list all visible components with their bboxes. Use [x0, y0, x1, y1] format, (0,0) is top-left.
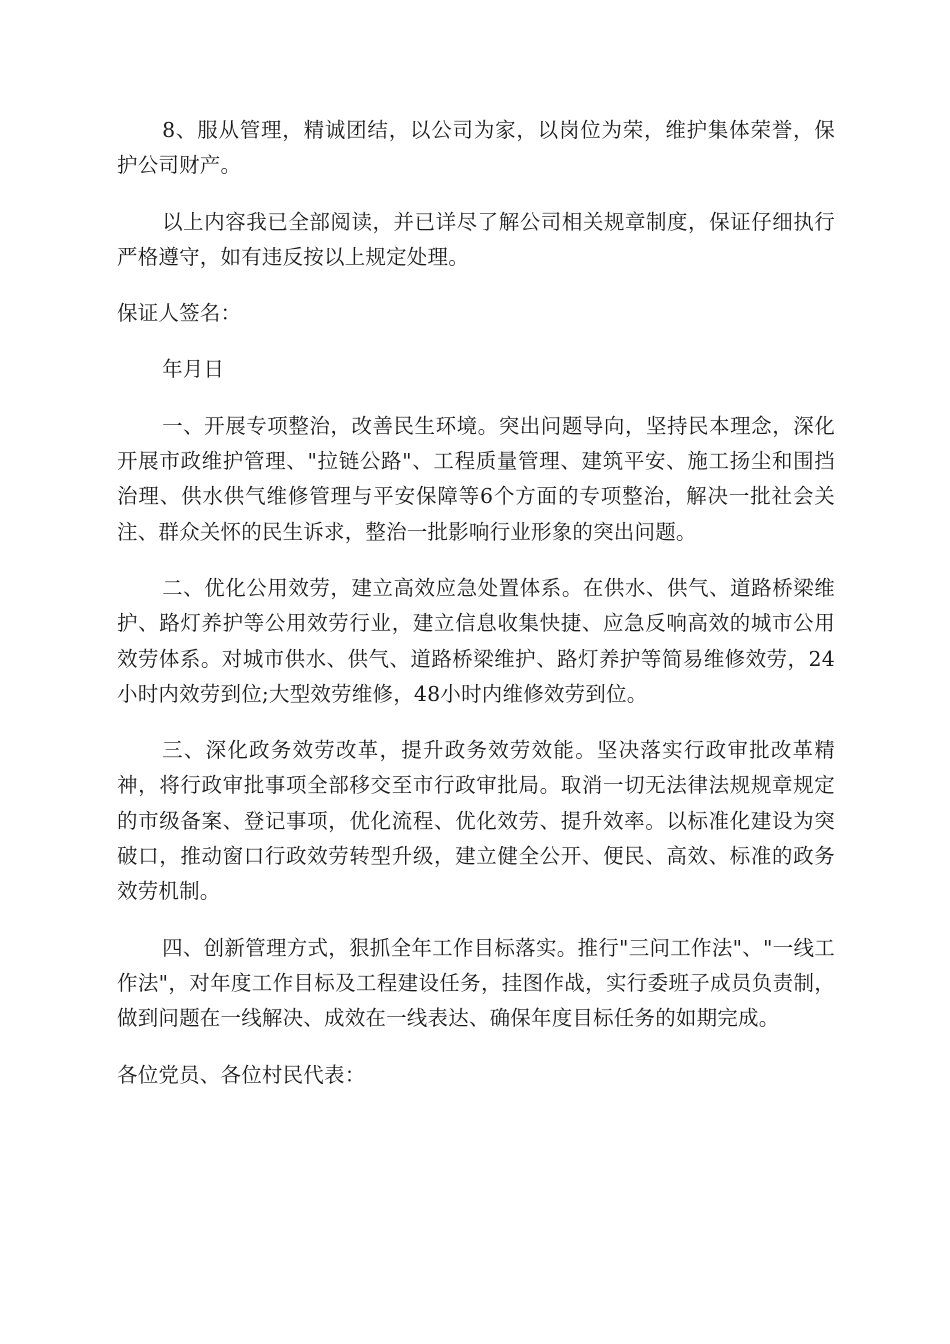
paragraph-section-4: 四、创新管理方式，狠抓全年工作目标落实。推行"三问工作法"、"一线工作法"，对年度工作目标及工程建设任务，挂图作战，实行委班子成员负责制，做到问题在一线解决、成效在一线表达、确保年度目标任务的如期完成。 — [117, 935, 835, 1031]
paragraph-section-2: 二、优化公用效劳，建立高效应急处置体系。在供水、供气、道路桥梁维护、路灯养护等公用效劳行业，建立信息收集快捷、应急反响高效的城市公用效劳体系。对城市供水、供气、道路桥梁维护、路灯养护等简易维修效劳，24小时内效劳到位;大型效劳维修，48小时内维修效劳到位。 — [117, 575, 835, 706]
salutation-line: 各位党员、各位村民代表： — [117, 1062, 366, 1087]
date-line: 年月日 — [162, 357, 225, 382]
paragraph-acknowledgement: 以上内容我已全部阅读，并已详尽了解公司相关规章制度，保证仔细执行严格遵守，如有违反按以上规定处理。 — [117, 209, 835, 269]
paragraph-rule-8: 8、服从管理，精诚团结，以公司为家，以岗位为荣，维护集体荣誉，保护公司财产。 — [117, 118, 835, 178]
paragraph-section-1: 一、开展专项整治，改善民生环境。突出问题导向，坚持民本理念，深化开展市政维护管理、"拉链公路"、工程质量管理、建筑平安、施工扬尘和围挡治理、供水供气维修管理与平安保障等6个方面的专项整治，解决一批社会关注、群众关怀的民生诉求，整治一批影响行业形象的突出问题。 — [117, 413, 835, 544]
paragraph-section-3: 三、深化政务效劳改革，提升政务效劳效能。坚决落实行政审批改革精神，将行政审批事项全部移交至市行政审批局。取消一切无法律法规规章规定的市级备案、登记事项，优化流程、优化效劳、提升效率。以标准化建设为突破口，推动窗口行政效劳转型升级，建立健全公开、便民、高效、标准的政务效劳机制。 — [117, 738, 835, 904]
signature-line: 保证人签名： — [117, 301, 242, 326]
document-body — [117, 113, 835, 1114]
